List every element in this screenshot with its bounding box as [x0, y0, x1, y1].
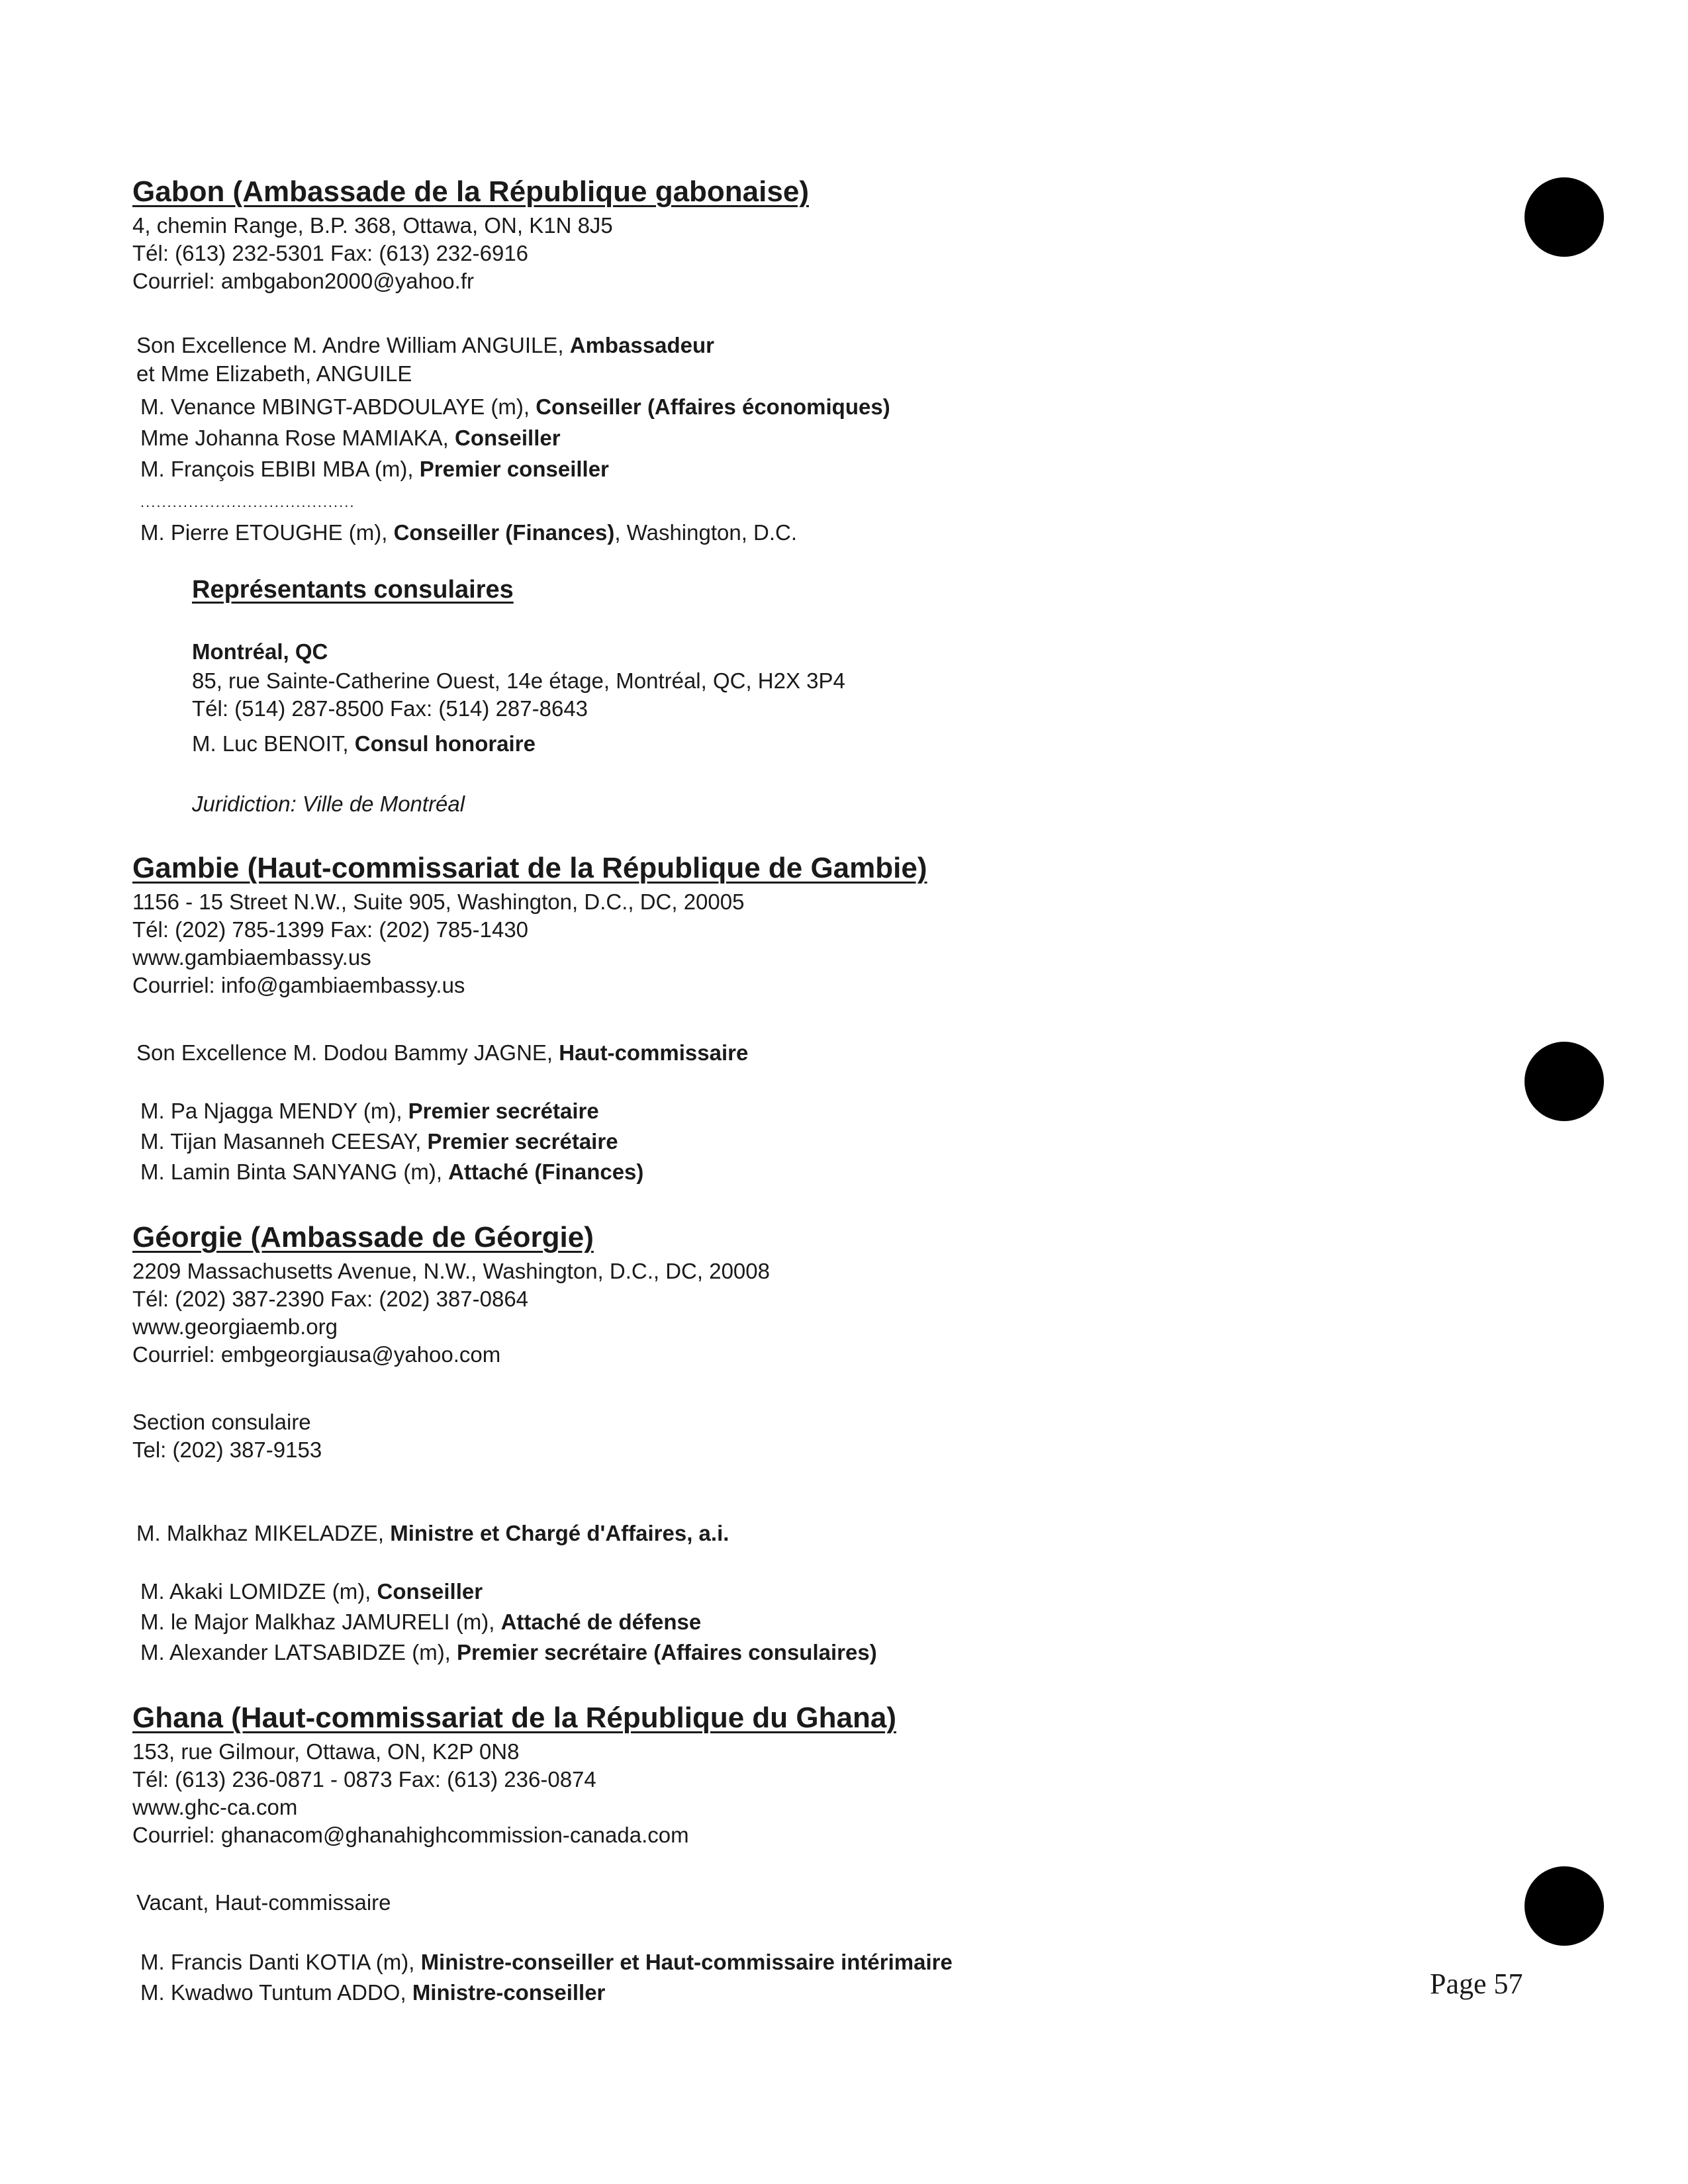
gabon-person: M. Venance MBINGT-ABDOULAYE (m), Conseiller (Affaires économiques): [140, 394, 890, 419]
ghana-email: Courriel: ghanacom@ghanahighcommission-canada.com: [132, 1823, 689, 1847]
consular-contact: M. Luc BENOIT, Consul honoraire: [192, 731, 536, 756]
page-number: Page 57: [1430, 1968, 1523, 2000]
gabon-person: et Mme Elizabeth, ANGUILE: [136, 361, 412, 386]
georgie-website: www.georgiaemb.org: [132, 1314, 338, 1339]
gambie-phone: Tél: (202) 785-1399 Fax: (202) 785-1430: [132, 917, 529, 942]
consular-address: 85, rue Sainte-Catherine Ouest, 14e étage, Montréal, QC, H2X 3P4: [192, 668, 845, 693]
gabon-heading: Gabon (Ambassade de la République gabonaise): [132, 175, 809, 208]
gambie-person: M. Pa Njagga MENDY (m), Premier secrétaire: [140, 1099, 599, 1123]
gambie-heading: Gambie (Haut-commissariat de la République de Gambie): [132, 852, 927, 884]
binder-hole: [1524, 1866, 1604, 1946]
gambie-address: 1156 - 15 Street N.W., Suite 905, Washington, D.C., DC, 20005: [132, 889, 745, 914]
ghana-heading: Ghana (Haut-commissariat de la République du Ghana): [132, 1702, 896, 1734]
gabon-email: Courriel: ambgabon2000@yahoo.fr: [132, 269, 474, 293]
gabon-person: Mme Johanna Rose MAMIAKA, Conseiller: [140, 426, 561, 450]
georgie-phone: Tél: (202) 387-2390 Fax: (202) 387-0864: [132, 1287, 529, 1311]
gambie-person: M. Tijan Masanneh CEESAY, Premier secrétaire: [140, 1129, 618, 1154]
ghana-head: Vacant, Haut-commissaire: [136, 1890, 391, 1915]
gabon-separator: ........................................: [140, 494, 355, 510]
gabon-phone: Tél: (613) 232-5301 Fax: (613) 232-6916: [132, 241, 529, 265]
gabon-person: M. François EBIBI MBA (m), Premier conseiller: [140, 457, 609, 481]
ghana-website: www.ghc-ca.com: [132, 1795, 298, 1819]
georgie-person: M. le Major Malkhaz JAMURELI (m), Attaché de défense: [140, 1610, 702, 1634]
georgie-address: 2209 Massachusetts Avenue, N.W., Washington, D.C., DC, 20008: [132, 1259, 770, 1283]
consular-city: Montréal, QC: [192, 639, 328, 664]
gambie-person: M. Lamin Binta SANYANG (m), Attaché (Finances): [140, 1160, 644, 1184]
georgie-section-phone: Tel: (202) 387-9153: [132, 1437, 322, 1462]
ghana-person: M. Francis Danti KOTIA (m), Ministre-conseiller et Haut-commissaire intérimaire: [140, 1950, 953, 1974]
consular-phone: Tél: (514) 287-8500 Fax: (514) 287-8643: [192, 696, 588, 721]
ghana-person: M. Kwadwo Tuntum ADDO, Ministre-conseiller: [140, 1980, 606, 2005]
gabon-address: 4, chemin Range, B.P. 368, Ottawa, ON, K1N 8J5: [132, 213, 613, 238]
consular-heading: Représentants consulaires: [192, 576, 514, 604]
georgie-email: Courriel: embgeorgiausa@yahoo.com: [132, 1342, 501, 1367]
binder-hole: [1524, 1042, 1604, 1121]
gambie-website: www.gambiaembassy.us: [132, 945, 371, 970]
georgie-section-label: Section consulaire: [132, 1410, 311, 1434]
gabon-remote-person: M. Pierre ETOUGHE (m), Conseiller (Finances), Washington, D.C.: [140, 520, 798, 545]
ghana-address: 153, rue Gilmour, Ottawa, ON, K2P 0N8: [132, 1739, 520, 1764]
binder-hole: [1524, 177, 1604, 257]
gabon-person: Son Excellence M. Andre William ANGUILE, Ambassadeur: [136, 333, 715, 357]
gambie-head: Son Excellence M. Dodou Bammy JAGNE, Haut-commissaire: [136, 1040, 749, 1065]
consular-jurisdiction: Juridiction: Ville de Montréal: [192, 792, 465, 816]
ghana-phone: Tél: (613) 236-0871 - 0873 Fax: (613) 236-0874: [132, 1767, 596, 1792]
gambie-email: Courriel: info@gambiaembassy.us: [132, 973, 465, 997]
georgie-person: M. Alexander LATSABIDZE (m), Premier secrétaire (Affaires consulaires): [140, 1640, 877, 1664]
georgie-person: M. Akaki LOMIDZE (m), Conseiller: [140, 1579, 483, 1604]
georgie-heading: Géorgie (Ambassade de Géorgie): [132, 1221, 594, 1253]
georgie-head: M. Malkhaz MIKELADZE, Ministre et Chargé d'Affaires, a.i.: [136, 1521, 729, 1545]
